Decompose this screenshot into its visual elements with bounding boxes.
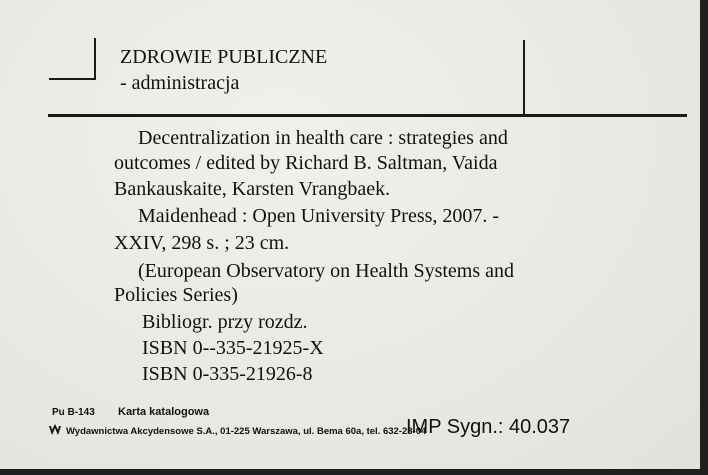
form-title: Karta katalogowa xyxy=(118,406,210,418)
corner-bracket-vertical xyxy=(94,38,96,80)
series-line-2: Policies Series) xyxy=(114,284,238,306)
title-line-1: Decentralization in health care : strategies and xyxy=(138,127,508,149)
form-code: Pu B-143 xyxy=(52,407,95,418)
title-line-3: Bankauskaite, Karsten Vrangbaek. xyxy=(114,178,391,200)
publisher-line: Wydawnictwa Akcydensowe S.A., 01-225 Warszawa, ul. Bema 60a, tel. 632-28-04 xyxy=(66,426,427,437)
corner-bracket-horizontal xyxy=(49,78,96,80)
title-line-2: outcomes / edited by Richard B. Saltman, Vaida xyxy=(114,152,498,174)
series-line-1: (European Observatory on Health Systems and xyxy=(138,260,515,282)
isbn-1: ISBN 0--335-21925-X xyxy=(142,337,324,359)
header-rule xyxy=(48,114,687,117)
header-divider-vertical xyxy=(523,40,525,116)
imprint-line-1: Maidenhead : Open University Press, 2007. - xyxy=(138,205,500,227)
isbn-2: ISBN 0-335-21926-8 xyxy=(142,363,313,385)
call-number: IMP Sygn.: 40.037 xyxy=(406,416,571,438)
subject-subdivision: - administracja xyxy=(120,72,240,94)
publisher-logo-icon xyxy=(48,423,62,442)
imprint-line-2: XXIV, 298 s. ; 23 cm. xyxy=(114,232,290,254)
bibliography-note: Bibliogr. przy rozdz. xyxy=(142,311,308,333)
subject-heading: ZDROWIE PUBLICZNE xyxy=(120,46,328,68)
